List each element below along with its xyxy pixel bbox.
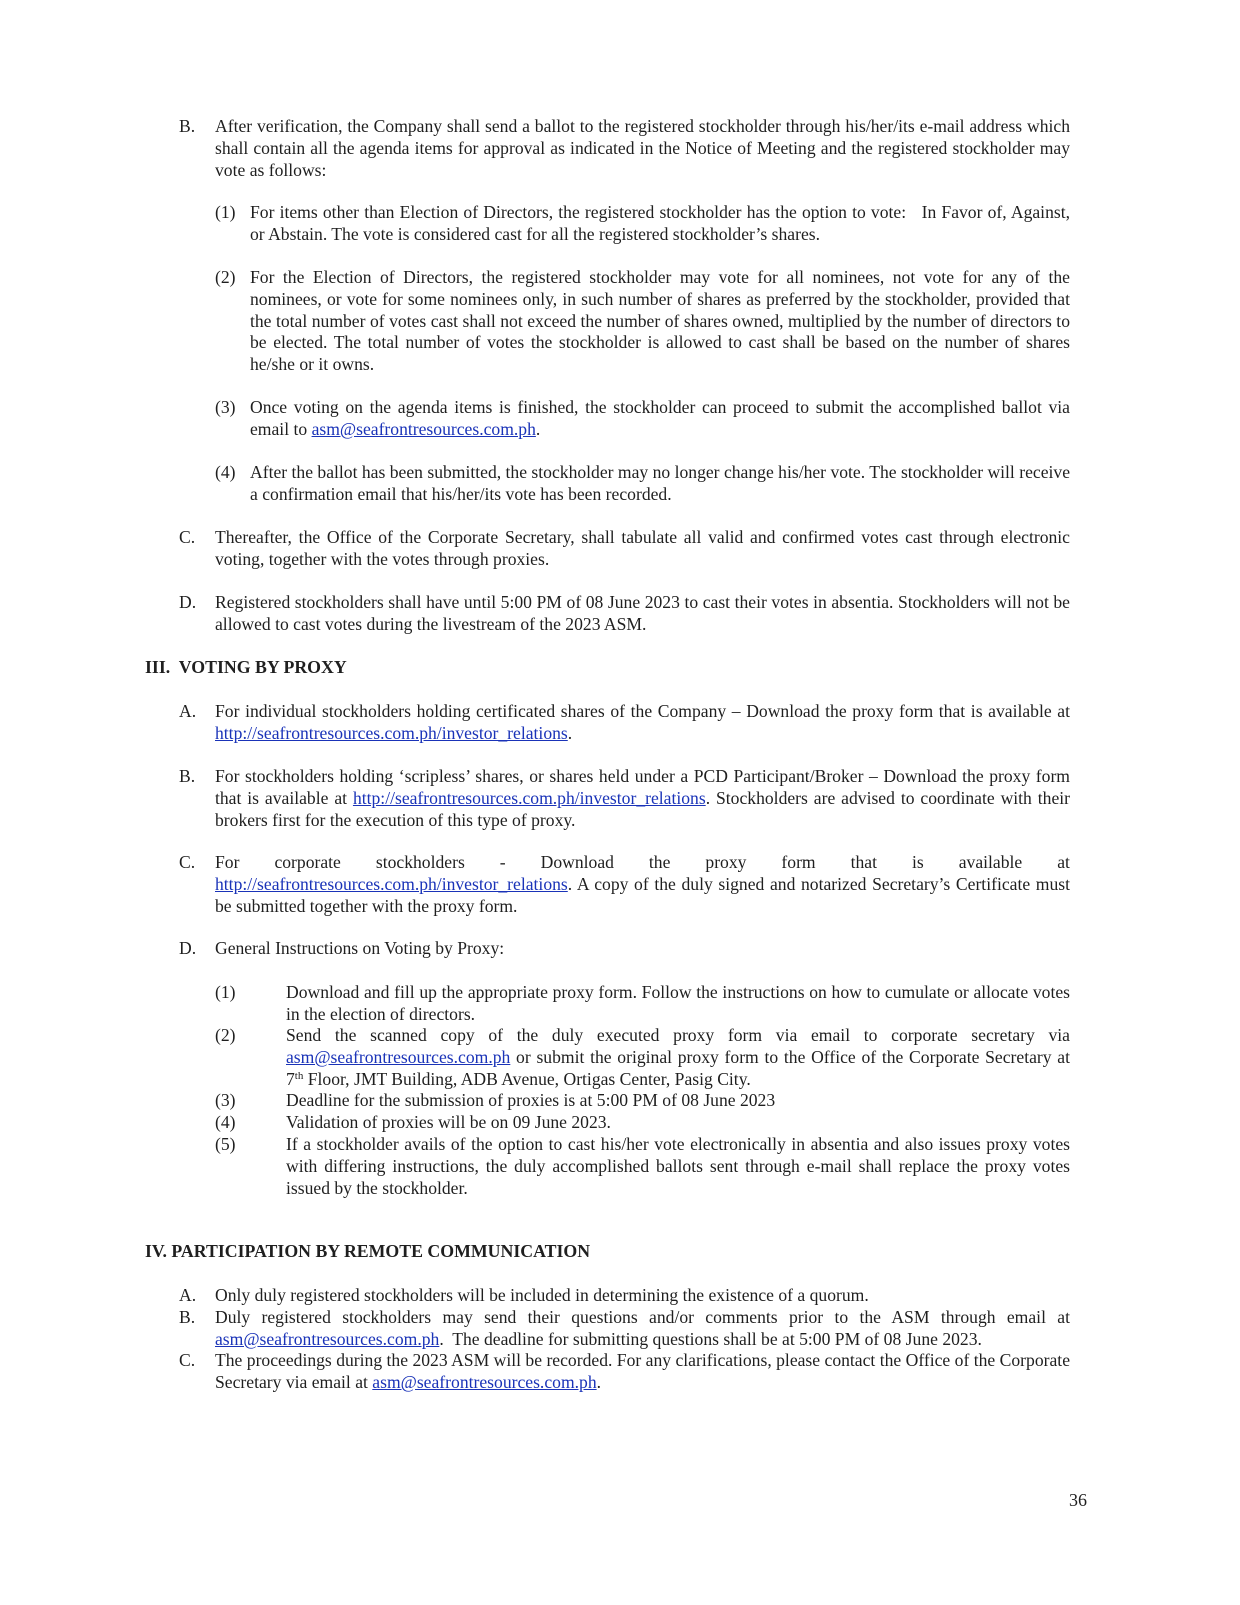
paragraph: Registered stockholders shall have until 5:00 PM of 08 June 2023 to cast their votes in absentia. Stockholders will not be allowed to cast votes during the livestream of the 2023 ASM. [215,592,1070,634]
item-marker: C. [179,527,196,547]
item-marker: B. [179,116,196,136]
subitem-marker: (5) [215,1134,236,1154]
word: available [958,852,1023,872]
url-link[interactable]: http://seafrontresources.com.ph/investor_relations [352,787,706,808]
paragraph: Validation of proxies will be on 09 June 2023. [286,1112,611,1132]
item-marker: D. [179,938,197,958]
item-marker: C. [179,1350,196,1370]
item-marker: B. [179,766,196,786]
text: Send the scanned copy of the duly executed proxy form via email to corporate secretary via [286,1025,1070,1045]
paragraph-continuation [215,874,1070,918]
text: or submit the original proxy form to the Office of the Corporate Secretary at 7 [286,1046,1070,1089]
text: . [596,1371,602,1392]
word: For [215,852,240,872]
paragraph [215,1307,1070,1351]
subitem-marker: (2) [215,267,236,287]
item-marker: C. [179,852,196,872]
email-link[interactable]: asm@seafrontresources.com.ph [215,1328,440,1349]
subitem-marker: (4) [215,1112,236,1132]
word: - [499,852,506,872]
paragraph: After the ballot has been submitted, the stockholder may no longer change his/her vote. The stockholder will receive a confirmation email that his/her/its vote has been recorded. [250,462,1070,504]
url-link[interactable]: http://seafrontresources.com.ph/investor_relations [215,873,568,894]
word: corporate [274,852,341,872]
word: is [911,852,924,872]
section-heading: IV. PARTICIPATION BY REMOTE COMMUNICATION [145,1241,591,1261]
word: form [781,852,816,872]
text: The proceedings during the 2023 ASM will be recorded. For any clarifications, please contact the Office of the Corporate Secretary via email at [215,1350,1070,1392]
paragraph [286,1025,1070,1090]
subitem-marker: (3) [215,397,236,417]
paragraph: Only duly registered stockholders will be included in determining the existence of a quorum. [215,1285,869,1305]
item-marker: D. [179,592,197,612]
paragraph: For items other than Election of Directors, the registered stockholder has the option to vote: In Favor of, Against, or Abstain. The vote is considered cast for all the registered stockholder’s shares. [250,202,1070,244]
subitem-marker: (3) [215,1090,236,1110]
paragraph: After verification, the Company shall send a ballot to the registered stockholder through his/her/its e-mail address which shall contain all the agenda items for approval as indicated in the Notice of Meeting and the registered stockholder may vote as follows: [215,116,1070,180]
email-link[interactable]: asm@seafrontresources.com.ph [311,418,536,439]
url-link[interactable]: http://seafrontresources.com.ph/investor_relations [215,722,568,743]
page-number: 36 [1069,1490,1087,1510]
text: . [535,418,541,439]
spread-line [215,852,1070,874]
item-marker: A. [179,701,197,721]
word: proxy [705,852,747,872]
email-link[interactable]: asm@seafrontresources.com.ph [286,1046,511,1067]
text: Once voting on the agenda items is finished, the stockholder can proceed to submit the accomplished ballot via email to [250,397,1070,439]
paragraph: If a stockholder avails of the option to cast his/her vote electronically in absentia and also issues proxy votes with differing instructions, the duly accomplished ballots sent through e-mail shall replace the proxy votes issued by the stockholder. [286,1134,1070,1198]
subitem-marker: (1) [215,982,236,1002]
subitem-marker: (1) [215,202,236,222]
text: . A copy of the duly signed and notarized Secretary’s Certificate must be submitted together with the proxy form. [215,873,1070,916]
item-marker: A. [179,1285,197,1305]
email-link[interactable]: asm@seafrontresources.com.ph [372,1371,597,1392]
paragraph: For the Election of Directors, the registered stockholder may vote for all nominees, not vote for any of the nominees, or vote for some nominees only, in such number of shares as preferred by the stockholder, provided that the total number of votes cast shall not exceed the number of shares owned, multiplied by the number of directors to be elected. The total number of votes the stockholder is allowed to cast shall be based on the number of shares he/she or it owns. [250,267,1070,375]
text: For stockholders holding ‘scripless’ shares, or shares held under a PCD Participant/Broker – Download the proxy form that is available at [215,766,1070,808]
subitem-marker: (4) [215,462,236,482]
superscript: th [294,1069,304,1082]
subitem-marker: (2) [215,1025,236,1045]
paragraph [215,701,1070,745]
paragraph: General Instructions on Voting by Proxy: [215,938,505,958]
text: . [567,722,573,743]
word: at [1057,852,1070,872]
word: stockholders [375,852,465,872]
word: Download [540,852,614,872]
section-heading: III. VOTING BY PROXY [145,657,347,677]
word: the [648,852,671,872]
paragraph: Download and fill up the appropriate proxy form. Follow the instructions on how to cumulate or allocate votes in the election of directors. [286,982,1070,1024]
paragraph [215,852,1070,917]
text: For individual stockholders holding certificated shares of the Company – Download the proxy form that is available at [215,701,1070,721]
paragraph [250,397,1070,441]
paragraph [215,1350,1070,1394]
text: . The deadline for submitting questions shall be at 5:00 PM of 08 June 2023. [439,1328,982,1349]
text: Duly registered stockholders may send their questions and/or comments prior to the ASM through email at [215,1307,1070,1327]
item-marker: B. [179,1307,196,1327]
text: . Stockholders are advised to coordinate with their brokers first for the execution of this type of proxy. [215,787,1070,830]
word: that [850,852,877,872]
text: Floor, JMT Building, ADB Avenue, Ortigas Center, Pasig City. [303,1068,751,1089]
paragraph [215,766,1070,831]
paragraph: Deadline for the submission of proxies is at 5:00 PM of 08 June 2023 [286,1090,776,1110]
paragraph: Thereafter, the Office of the Corporate Secretary, shall tabulate all valid and confirmed votes cast through electronic voting, together with the votes through proxies. [215,527,1070,569]
